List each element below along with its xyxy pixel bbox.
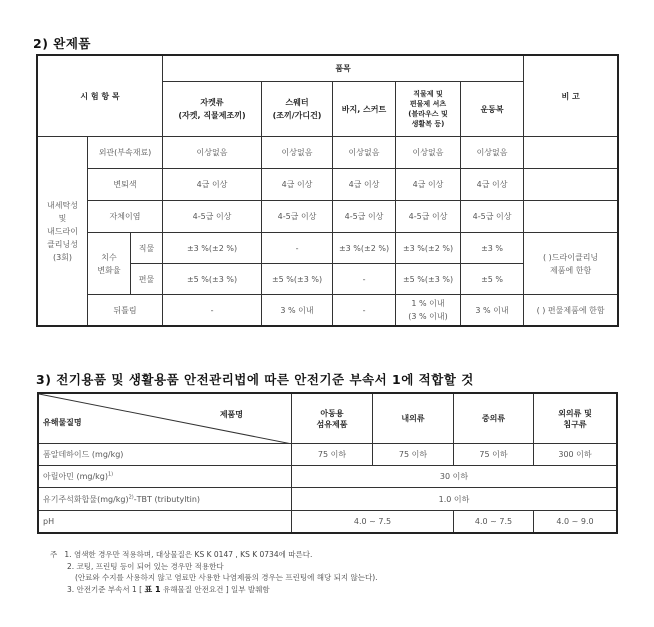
cell: ±5 %(±3 %): [262, 264, 333, 295]
test-items-header: 시 험 항 목: [38, 56, 163, 137]
cell: 4.0 ~ 7.5: [292, 511, 454, 533]
col-sweater: 스웨터 (조끼/가디건): [262, 82, 333, 137]
col-midwear: 중의류: [454, 394, 534, 444]
cell: 4급 이상: [262, 169, 333, 201]
row-arylamine: 아릴아민 $(mg/kg)^{1)}$: [39, 466, 292, 488]
cell: 1 % 이내 (3 % 이내): [396, 295, 461, 326]
col-underwear: 내의류: [373, 394, 454, 444]
woven-label: 직물: [131, 233, 163, 264]
cell: -: [333, 295, 396, 326]
note-2-detail: (안료와 수지를 사용하지 않고 염료만 사용한 나염제품의 경우는 프린팅에 해당 되지 않는다).: [75, 573, 378, 582]
merged-cell: 30 이하: [292, 466, 617, 488]
cell: 4.0 ~ 7.5: [454, 511, 534, 533]
footnotes: [50, 549, 378, 595]
cell: ±5 %: [461, 264, 524, 295]
cell: 4-5급 이상: [461, 201, 524, 233]
finished-product-table: [37, 55, 618, 326]
note-3-end: 유해물질 안전요건 ] 일부 발췌함: [160, 584, 270, 594]
cell: 이상없음: [461, 137, 524, 169]
row-label-self-staining: 자체이염: [88, 201, 163, 233]
col-children: 아동용 섬유제품: [292, 394, 373, 444]
cell: 이상없음: [333, 137, 396, 169]
col-pants: 바지, 스커트: [333, 82, 396, 137]
cell: ±5 %(±3 %): [163, 264, 262, 295]
cell: 3 % 이내: [461, 295, 524, 326]
cell: 300 이하: [534, 444, 617, 466]
substance-name-label: 유해물질명: [43, 418, 82, 427]
cell: 75 이하: [454, 444, 534, 466]
col-shirts: 직물제 및 편물제 셔츠 (블라우스 및 생활복 등): [396, 82, 461, 137]
row-ph: pH: [39, 511, 292, 533]
merged-cell: 1.0 이하: [292, 488, 617, 511]
knit-label: 편물: [131, 264, 163, 295]
cell: 이상없음: [262, 137, 333, 169]
cell: 4급 이상: [333, 169, 396, 201]
hazardous-substance-table: [38, 393, 617, 533]
twist-remark: ( ) 편물제품에 한함: [524, 295, 618, 326]
cell: ±3 %: [461, 233, 524, 264]
remark-cell: [524, 169, 618, 201]
cell: ±3 %(±2 %): [396, 233, 461, 264]
cell: 75 이하: [373, 444, 454, 466]
cell: 4-5급 이상: [262, 201, 333, 233]
cell: ±5 %(±3 %): [396, 264, 461, 295]
dimension-change-label: 치수 변화율: [88, 233, 131, 295]
remark-cell: [524, 137, 618, 169]
cell: 이상없음: [396, 137, 461, 169]
section3-title: 3) 전기용품 및 생활용품 안전관리법에 따른 안전기준 부속서 1에 적합할 것: [36, 372, 474, 387]
dimension-remark: ( )드라이클리닝 제품에 한함: [524, 233, 618, 295]
note-1: 1. 염색한 경우만 적용하며, 대상물질은 KS K 0147 , KS K 0734에 따른다.: [64, 550, 313, 559]
cell: 75 이하: [292, 444, 373, 466]
product-name-label: 제품명: [219, 410, 243, 419]
diagonal-header: [39, 394, 292, 444]
product-group-header: 품목: [163, 56, 524, 82]
cell: -: [333, 264, 396, 295]
remark-cell: [524, 201, 618, 233]
cell: ±3 %(±2 %): [333, 233, 396, 264]
group-label: 내세탁성 및 내드라이 클리닝성 (3회): [38, 137, 88, 326]
cell: 4-5급 이상: [333, 201, 396, 233]
remarks-header: 비 고: [524, 56, 618, 137]
cell: 4급 이상: [461, 169, 524, 201]
note-3: 3. 안전기준 부속서 1 [: [67, 584, 145, 594]
col-sportswear: 운동복: [461, 82, 524, 137]
row-organotin: 유기주석화합물$(mg/kg)^{2)}$-TBT (tributyltin): [39, 488, 292, 511]
twist-label: 뒤틀림: [88, 295, 163, 326]
row-formaldehyde: 폼알데하이드 (mg/kg): [39, 444, 292, 466]
col-jacket: 자켓류 (자켓, 직물제조끼): [163, 82, 262, 137]
section2-title: 2) 완제품: [33, 36, 91, 51]
cell: 3 % 이내: [262, 295, 333, 326]
row-label-discoloration: 변퇴색: [88, 169, 163, 201]
cell: 이상없음: [163, 137, 262, 169]
notes-prefix: 주: [50, 550, 58, 559]
cell: -: [163, 295, 262, 326]
cell: 4급 이상: [163, 169, 262, 201]
cell: 4-5급 이상: [163, 201, 262, 233]
cell: 4.0 ~ 9.0: [534, 511, 617, 533]
row-label-appearance: 외관(부속재료): [88, 137, 163, 169]
note-3-bold: 표 1: [144, 584, 161, 594]
cell: 4-5급 이상: [396, 201, 461, 233]
note-2: 2. 코팅, 프린팅 등이 되어 있는 경우만 적용한다: [67, 561, 224, 571]
cell: ±3 %(±2 %): [163, 233, 262, 264]
cell: -: [262, 233, 333, 264]
col-outerwear: 외의류 및 침구류: [534, 394, 617, 444]
cell: 4급 이상: [396, 169, 461, 201]
